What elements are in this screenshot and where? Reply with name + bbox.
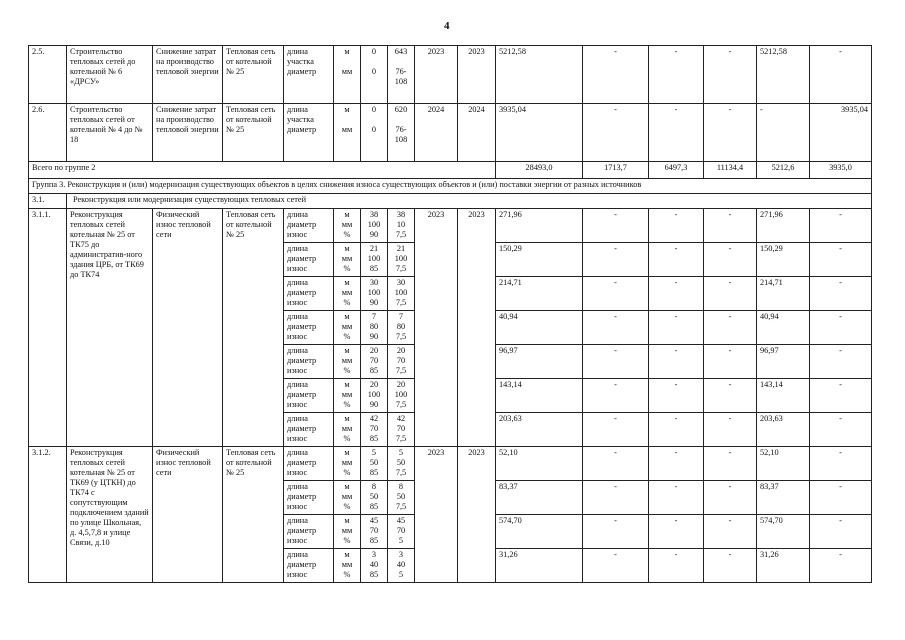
cell-y4: 40,94 <box>757 311 810 345</box>
investment-program-table <box>28 45 872 583</box>
cell-y2: - <box>649 311 704 345</box>
cell-y5: - <box>810 413 872 447</box>
cell-y3: - <box>704 447 757 481</box>
cell-after: 643 76- 108 <box>388 46 415 104</box>
cell-y4: - <box>757 104 810 162</box>
cell-y1: - <box>583 447 649 481</box>
cell-y2: - <box>649 243 704 277</box>
cell-after: 45 70 5 <box>388 515 415 549</box>
group-total-y1: 1713,7 <box>583 162 649 179</box>
section-title: Реконструкция или модернизация существующих тепловых сетей <box>67 194 872 209</box>
cell-y1: - <box>583 549 649 583</box>
cell-start-year: 2023 <box>415 46 458 104</box>
cell-after: 8 50 7,5 <box>388 481 415 515</box>
cell-params: длина диаметр износ <box>284 549 334 583</box>
cell-units: м мм % <box>334 515 361 549</box>
cell-object: Тепловая сеть от котельной № 25 <box>223 46 284 104</box>
cell-y4: 52,10 <box>757 447 810 481</box>
cell-after: 21 100 7,5 <box>388 243 415 277</box>
cell-y4: 5212,58 <box>757 46 810 104</box>
cell-y3: - <box>704 345 757 379</box>
cell-end-year: 2023 <box>458 447 496 583</box>
cell-goal: Снижение затрат на производство тепловой энергии <box>153 104 223 162</box>
cell-y2: - <box>649 277 704 311</box>
cell-after: 30 100 7,5 <box>388 277 415 311</box>
cell-params: длина диаметр износ <box>284 481 334 515</box>
cell-params: длина диаметр износ <box>284 345 334 379</box>
cell-total: 150,29 <box>496 243 583 277</box>
cell-y5: - <box>810 209 872 243</box>
cell-before: 5 50 85 <box>361 447 388 481</box>
cell-y2: - <box>649 345 704 379</box>
cell-y3: - <box>704 209 757 243</box>
cell-y2: - <box>649 481 704 515</box>
cell-total: 214,71 <box>496 277 583 311</box>
cell-params: длина диаметр износ <box>284 515 334 549</box>
cell-total: 31,26 <box>496 549 583 583</box>
cell-y1: - <box>583 46 649 104</box>
cell-end-year: 2023 <box>458 46 496 104</box>
cell-y4: 214,71 <box>757 277 810 311</box>
cell-y1: - <box>583 311 649 345</box>
cell-y1: - <box>583 379 649 413</box>
cell-total: 40,94 <box>496 311 583 345</box>
cell-params: длина диаметр износ <box>284 243 334 277</box>
cell-total: 5212,58 <box>496 46 583 104</box>
cell-y5: - <box>810 379 872 413</box>
cell-after: 7 80 7,5 <box>388 311 415 345</box>
cell-y2: - <box>649 413 704 447</box>
cell-y5: - <box>810 311 872 345</box>
cell-total: 3935,04 <box>496 104 583 162</box>
cell-total: 96,97 <box>496 345 583 379</box>
cell-y3: - <box>704 413 757 447</box>
group-total-sum: 28493,0 <box>496 162 583 179</box>
cell-units: м мм % <box>334 209 361 243</box>
cell-before: 30 100 90 <box>361 277 388 311</box>
cell-before: 7 80 90 <box>361 311 388 345</box>
cell-object: Тепловая сеть от котельной № 25 <box>223 104 284 162</box>
cell-y3: - <box>704 104 757 162</box>
cell-num: 2.5. <box>29 46 67 104</box>
cell-y5: - <box>810 549 872 583</box>
cell-y4: 83,37 <box>757 481 810 515</box>
cell-name: Строительство тепловых сетей до котельной № 6 «ДРСУ» <box>67 46 153 104</box>
cell-units: м мм % <box>334 481 361 515</box>
cell-y1: - <box>583 345 649 379</box>
cell-start-year: 2023 <box>415 209 458 447</box>
cell-object: Тепловая сеть от котельной № 25 <box>223 447 284 583</box>
cell-y2: - <box>649 515 704 549</box>
cell-y4: 203,63 <box>757 413 810 447</box>
cell-total: 203,63 <box>496 413 583 447</box>
cell-units: м мм % <box>334 413 361 447</box>
cell-start-year: 2023 <box>415 447 458 583</box>
cell-before: 0 0 <box>361 104 388 162</box>
cell-after: 620 76- 108 <box>388 104 415 162</box>
cell-end-year: 2023 <box>458 209 496 447</box>
cell-goal: Снижение затрат на производство тепловой энергии <box>153 46 223 104</box>
cell-after: 3 40 5 <box>388 549 415 583</box>
cell-y5: - <box>810 481 872 515</box>
table-row <box>29 46 872 104</box>
cell-before: 8 50 85 <box>361 481 388 515</box>
group-total-row <box>29 162 872 179</box>
cell-y1: - <box>583 481 649 515</box>
page-number: 4 <box>444 20 450 32</box>
cell-after: 38 10 7,5 <box>388 209 415 243</box>
cell-y5: - <box>810 46 872 104</box>
cell-y1: - <box>583 413 649 447</box>
cell-units: м мм % <box>334 447 361 481</box>
cell-num: 3.1.1. <box>29 209 67 447</box>
cell-y5: - <box>810 243 872 277</box>
group-3-heading: Группа 3. Реконструкция и (или) модернизация существующих объектов в целях снижения износа существующих объектов и (или) поставки энергии от разных источников <box>29 179 872 194</box>
cell-before: 21 100 85 <box>361 243 388 277</box>
cell-units: м мм % <box>334 345 361 379</box>
cell-goal: Физический износ тепловой сети <box>153 447 223 583</box>
cell-y3: - <box>704 277 757 311</box>
cell-y5: - <box>810 345 872 379</box>
cell-params: длина участка диаметр <box>284 104 334 162</box>
cell-name: Реконструкция тепловых сетей котельная № 25 от ТК75 до административ-ного здания ЦРБ, от ТК69 до ТК74 <box>67 209 153 447</box>
cell-params: длина диаметр износ <box>284 277 334 311</box>
cell-y2: - <box>649 447 704 481</box>
cell-params: длина диаметр износ <box>284 447 334 481</box>
cell-total: 52,10 <box>496 447 583 481</box>
cell-num: 3.1.2. <box>29 447 67 583</box>
cell-y3: - <box>704 515 757 549</box>
cell-params: длина диаметр износ <box>284 413 334 447</box>
cell-total: 143,14 <box>496 379 583 413</box>
cell-units: м мм % <box>334 243 361 277</box>
cell-units: м мм <box>334 46 361 104</box>
cell-before: 20 70 85 <box>361 345 388 379</box>
cell-total: 271,96 <box>496 209 583 243</box>
cell-y4: 31,26 <box>757 549 810 583</box>
cell-params: длина диаметр износ <box>284 311 334 345</box>
cell-y3: - <box>704 379 757 413</box>
cell-after: 20 70 7,5 <box>388 345 415 379</box>
table-row <box>29 104 872 162</box>
cell-before: 38 100 90 <box>361 209 388 243</box>
cell-y4: 574,70 <box>757 515 810 549</box>
cell-y4: 96,97 <box>757 345 810 379</box>
section-row <box>29 194 872 209</box>
cell-y5: - <box>810 447 872 481</box>
group-total-y5: 3935,0 <box>810 162 872 179</box>
cell-before: 0 0 <box>361 46 388 104</box>
cell-y1: - <box>583 277 649 311</box>
cell-goal: Физический износ тепловой сети <box>153 209 223 447</box>
cell-y5: - <box>810 277 872 311</box>
cell-units: м мм % <box>334 277 361 311</box>
cell-object: Тепловая сеть от котельной № 25 <box>223 209 284 447</box>
cell-y3: - <box>704 46 757 104</box>
group-total-y2: 6497,3 <box>649 162 704 179</box>
group-total-y3: 11134,4 <box>704 162 757 179</box>
cell-before: 3 40 85 <box>361 549 388 583</box>
cell-y5: 3935,04 <box>810 104 872 162</box>
cell-params: длина диаметр износ <box>284 209 334 243</box>
table-body <box>29 46 872 583</box>
cell-before: 20 100 90 <box>361 379 388 413</box>
cell-y2: - <box>649 104 704 162</box>
cell-start-year: 2024 <box>415 104 458 162</box>
cell-y3: - <box>704 481 757 515</box>
cell-y4: 271,96 <box>757 209 810 243</box>
cell-y3: - <box>704 311 757 345</box>
cell-before: 45 70 85 <box>361 515 388 549</box>
cell-y2: - <box>649 379 704 413</box>
cell-y1: - <box>583 515 649 549</box>
cell-params: длина диаметр износ <box>284 379 334 413</box>
cell-y3: - <box>704 549 757 583</box>
cell-y4: 143,14 <box>757 379 810 413</box>
cell-y4: 150,29 <box>757 243 810 277</box>
table-row <box>29 447 872 481</box>
cell-y1: - <box>583 104 649 162</box>
cell-after: 5 50 7,5 <box>388 447 415 481</box>
cell-total: 574,70 <box>496 515 583 549</box>
table-row <box>29 209 872 243</box>
cell-y1: - <box>583 209 649 243</box>
cell-name: Реконструкция тепловых сетей котельная № 25 от ТК69 (у ЦТКН) до ТК74 с сопутствующим подключением зданий по улице Школьная, д. 4,5,7,8 и улице Связи, д.10 <box>67 447 153 583</box>
cell-y3: - <box>704 243 757 277</box>
cell-after: 20 100 7,5 <box>388 379 415 413</box>
cell-units: м мм % <box>334 379 361 413</box>
cell-units: м мм % <box>334 549 361 583</box>
cell-y2: - <box>649 549 704 583</box>
cell-after: 42 70 7,5 <box>388 413 415 447</box>
cell-units: м мм <box>334 104 361 162</box>
cell-params: длина участка диаметр <box>284 46 334 104</box>
cell-num: 2.6. <box>29 104 67 162</box>
cell-y2: - <box>649 46 704 104</box>
cell-total: 83,37 <box>496 481 583 515</box>
cell-units: м мм % <box>334 311 361 345</box>
group-total-y4: 5212,6 <box>757 162 810 179</box>
cell-y2: - <box>649 209 704 243</box>
cell-y5: - <box>810 515 872 549</box>
cell-name: Строительство тепловых сетей от котельной № 4 до № 18 <box>67 104 153 162</box>
group-total-label: Всего по группе 2 <box>29 162 496 179</box>
group-header-row <box>29 179 872 194</box>
cell-y1: - <box>583 243 649 277</box>
cell-before: 42 70 85 <box>361 413 388 447</box>
section-num: 3.1. <box>29 194 67 209</box>
cell-end-year: 2024 <box>458 104 496 162</box>
